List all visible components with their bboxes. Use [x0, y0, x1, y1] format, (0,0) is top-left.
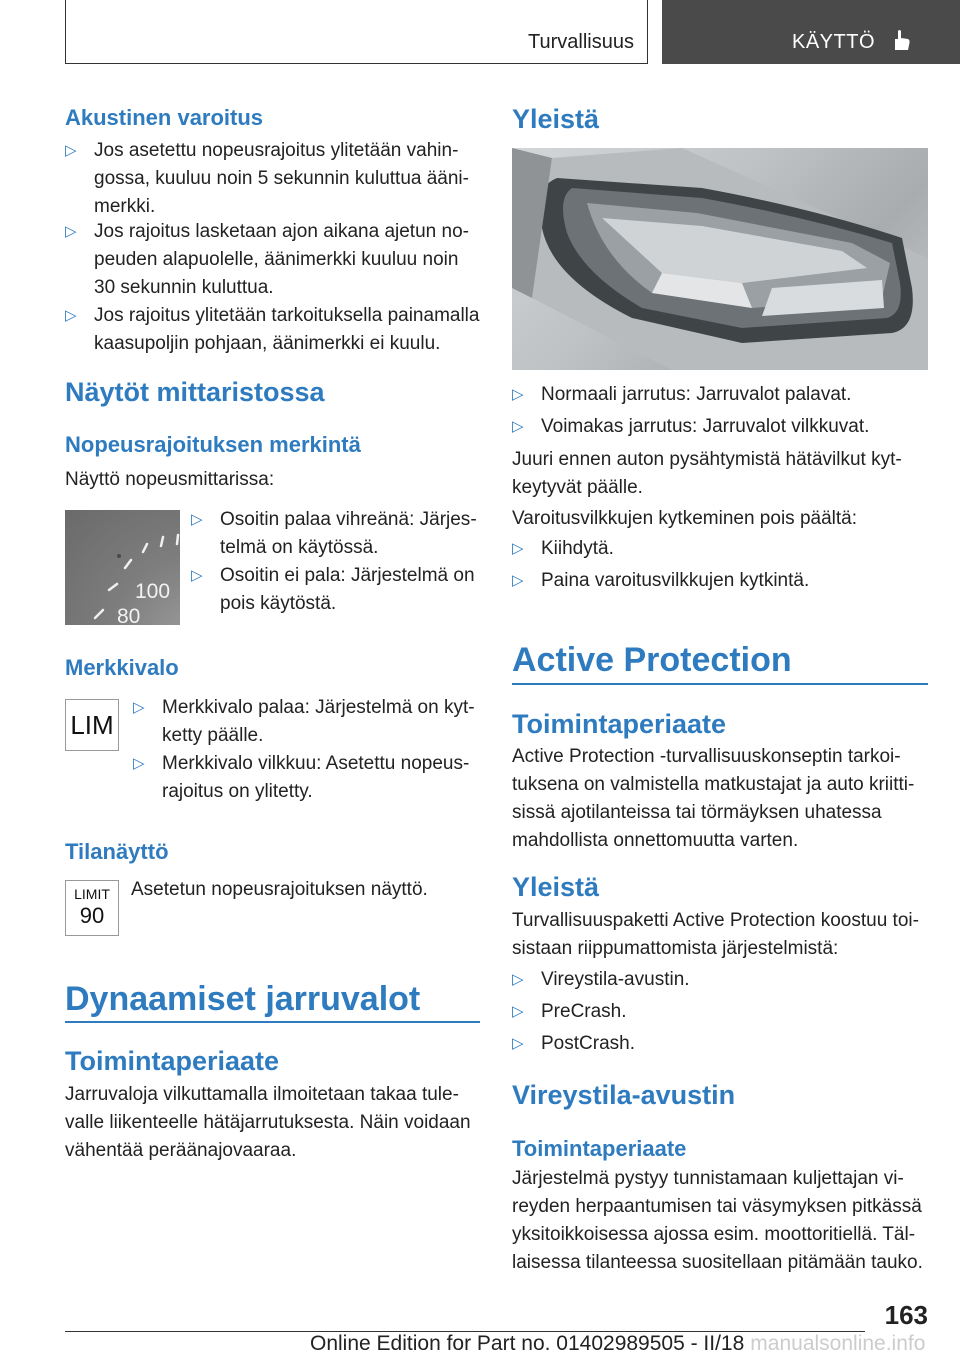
heading-rule [65, 1021, 480, 1023]
triangle-bullet-icon: ▷ [65, 223, 77, 240]
list-item: ▷ Merkkivalo vilkkuu: Asetettu nopeusrajoitus on ylitetty. [133, 750, 481, 806]
heading-indicator-light: Merkkivalo [65, 655, 179, 680]
vigilance-text: Järjestelmä pystyy tunnistamaan kuljettajan vireyden herpaantumisen tai väsymyksen pitkässä yksitoikkoisessa ajossa esim. moottoritiellä. Tällaisessa tilanteessa suositellaan pitämään tauko. [512, 1168, 923, 1273]
heading-active-protection: Active Protection [512, 641, 792, 679]
limit-status-icon [65, 880, 119, 936]
triangle-bullet-icon: ▷ [512, 572, 524, 589]
triangle-bullet-icon: ▷ [512, 540, 524, 557]
heading-ap-general: Yleistä [512, 872, 600, 902]
list-item: ▷ Vireystila-avustin. [512, 966, 928, 994]
heading-ap-principle: Toimintaperiaate [512, 709, 727, 739]
limit-icon-label: LIMIT [74, 886, 110, 902]
triangle-bullet-icon: ▷ [65, 142, 77, 159]
page-number: 163 [884, 1300, 928, 1330]
chapter-tab [662, 0, 960, 64]
limit-icon-value: 90 [79, 903, 105, 928]
lim-indicator-icon: LIM [65, 699, 119, 751]
gauge-number: 100 [135, 580, 171, 603]
heading-dynamic-brake-lights: Dynaamiset jarruvalot [65, 980, 421, 1018]
heading-rule [512, 683, 928, 685]
heading-principle: Toimintaperiaate [65, 1046, 280, 1076]
section-title: Turvallisuus [528, 31, 634, 53]
gauge-number: 80 [117, 605, 141, 625]
tail-light-illustration [512, 148, 928, 370]
marking-intro: Näyttö nopeusmittarissa: [65, 469, 275, 490]
hazard-off-text: Varoitusvilkkujen kytkeminen pois päältä: [512, 508, 857, 529]
list-item: ▷ Osoitin palaa vihreänä: Järjestelmä on käytössä. [191, 506, 481, 562]
triangle-bullet-icon: ▷ [512, 386, 524, 403]
status-text: Asetetun nopeusrajoituksen näyttö. [131, 879, 428, 900]
list-item: ▷ Osoitin ei pala: Järjestelmä on pois käytöstä. [191, 562, 481, 618]
hazard-text: Juuri ennen auton pysähtymistä hätävilkut kytkeytyvät päälle. [512, 449, 902, 498]
triangle-bullet-icon: ▷ [512, 1035, 524, 1052]
heading-vigilance-principle: Toimintaperiaate [512, 1136, 687, 1161]
heading-status-display: Tilanäyttö [65, 839, 169, 864]
triangle-bullet-icon: ▷ [65, 307, 77, 324]
list-item: ▷ PostCrash. [512, 1030, 928, 1058]
triangle-bullet-icon: ▷ [512, 1003, 524, 1020]
triangle-bullet-icon: ▷ [133, 755, 145, 772]
list-item: ▷ Paina varoitusvilkkujen kytkintä. [512, 567, 928, 595]
watermark: manualsonline.info [750, 1332, 926, 1355]
speedometer-image [65, 510, 180, 625]
heading-vigilance-assistant: Vireystila-avustin [512, 1080, 736, 1110]
tail-light-image [512, 148, 928, 370]
principle-text: Jarruvaloja vilkuttamalla ilmoitetaan takaa tulevalle liikenteelle hätäjarrutuksesta. Näin voidaan vähentää peräänajovaaraa. [65, 1084, 471, 1161]
footer-edition: Online Edition for Part no. 01402989505 - II/18 manualsonline.info [310, 1332, 926, 1355]
triangle-bullet-icon: ▷ [133, 699, 145, 716]
triangle-bullet-icon: ▷ [512, 418, 524, 435]
triangle-bullet-icon: ▷ [191, 511, 203, 528]
triangle-bullet-icon: ▷ [191, 567, 203, 584]
list-item: ▷ Jos rajoitus lasketaan ajon aikana ajetun nopeuden alapuolelle, äänimerkki kuuluu noin 30 sekunnin kuluttua. [65, 218, 480, 302]
list-item: ▷ PreCrash. [512, 998, 928, 1026]
list-item: ▷ Voimakas jarrutus: Jarruvalot vilkkuvat. [512, 413, 928, 441]
list-item: ▷ Merkkivalo palaa: Järjestelmä on kytketty päälle. [133, 694, 481, 750]
heading-speed-limit-marking: Nopeusrajoituksen merkintä [65, 432, 361, 457]
heading-acoustic-warning: Akustinen varoitus [65, 105, 264, 130]
list-item: ▷ Jos rajoitus ylitetään tarkoituksella painamalla kaasupoljin pohjaan, äänimerkki ei kuulu. [65, 302, 480, 358]
list-item: ▷ Kiihdytä. [512, 535, 928, 563]
list-item: ▷ Normaali jarrutus: Jarruvalot palavat. [512, 381, 928, 409]
heading-general: Yleistä [512, 104, 600, 134]
heading-displays: Näytöt mittaristossa [65, 377, 325, 407]
ap-principle-text: Active Protection -turvallisuuskonseptin tarkoituksena on valmistella matkustajat ja auto kriittisissä ajotilanteissa tai törmäyksen uhatessa mahdollista onnettomuutta varten. [512, 746, 915, 851]
triangle-bullet-icon: ▷ [512, 971, 524, 988]
list-item: ▷ Jos asetettu nopeusrajoitus ylitetään vahingossa, kuuluu noin 5 sekunnin kuluttua äänimerkki. [65, 137, 480, 221]
ap-general-text: Turvallisuuspaketti Active Protection koostuu toisistaan riippumattomista järjestelmistä: [512, 910, 919, 959]
chapter-tab-label: KÄYTTÖ [792, 31, 876, 53]
hand-pointer-icon [890, 28, 912, 52]
